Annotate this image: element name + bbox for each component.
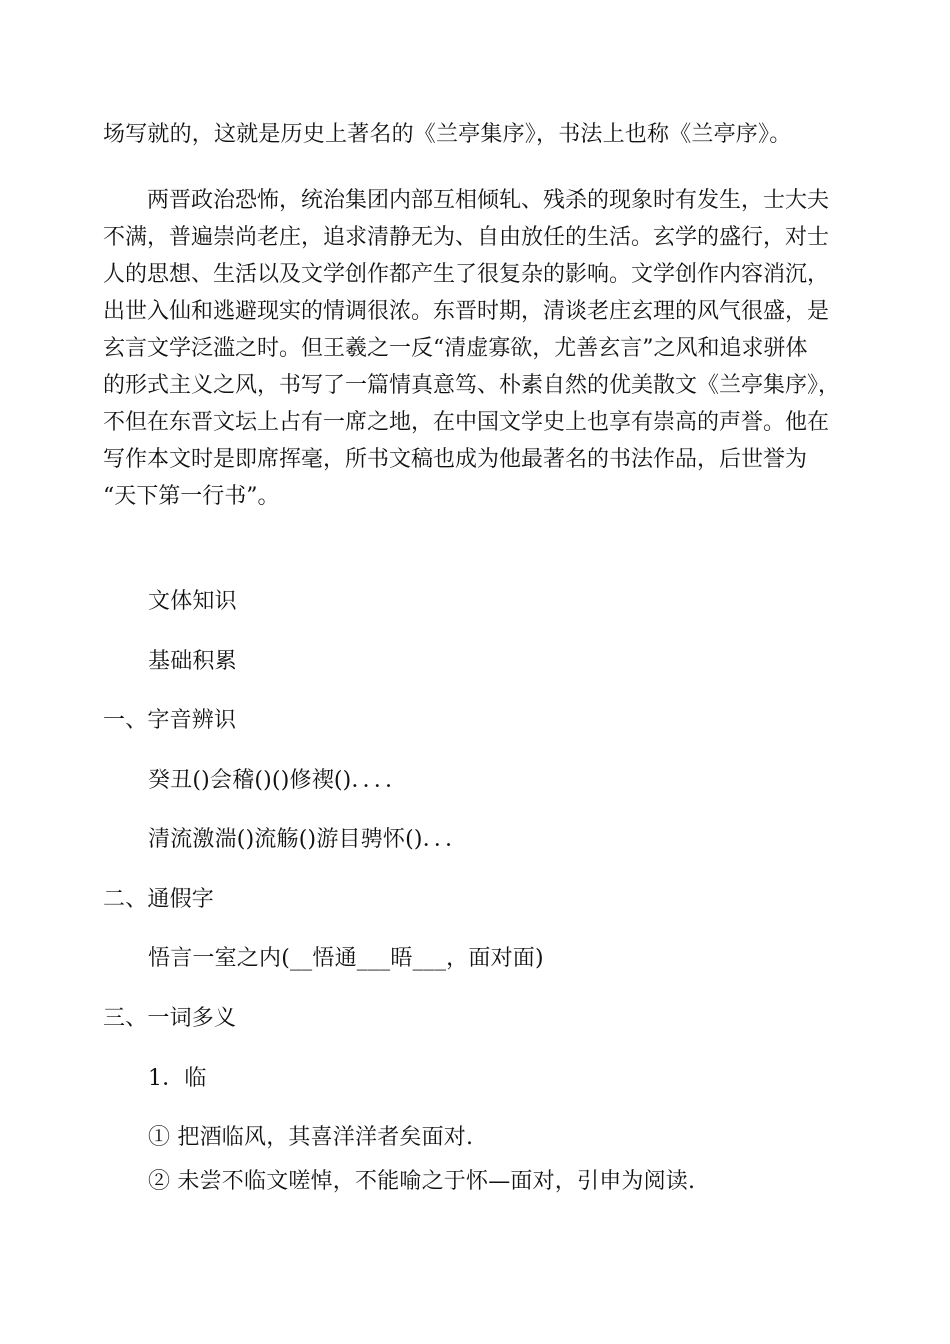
paragraph-line: 两晋政治恐怖，统治集团内部互相倾轧、残杀的现象时有发生，士大夫 [103,188,830,213]
paragraph-line: “天下第一行书”。 [103,484,280,509]
paragraph-line: 出世入仙和逃避现实的情调很浓。东晋时期，清谈老庄玄理的风气很盛，是 [103,299,830,324]
pronunciation-line-1: 癸丑()会稽()()修禊()．．．． [148,768,408,793]
heading-basic-accumulation: 基础积累 [148,649,237,674]
pronunciation-line-2: 清流激湍()流觞()游目骋怀()．．． [148,827,468,852]
polysemy-sense-2: ② 未尝不临文嗟悼，不能喻之于怀—面对，引申为阅读. [148,1169,696,1194]
continuation-line: 场写就的，这就是历史上著名的《兰亭集序》，书法上也称《兰亭序》。 [103,122,792,147]
section-pronunciation-title: 一、字音辨识 [103,708,237,733]
heading-genre-knowledge: 文体知识 [148,589,237,614]
paragraph-line: 玄言文学泛滥之时。但王羲之一反“清虚寡欲，尤善玄言”之风和追求骈体 [103,336,808,361]
paragraph-line: 不但在东晋文坛上占有一席之地，在中国文学史上也享有崇高的声誉。他在 [103,410,830,435]
loan-character-line: 悟言一室之内(__悟通___晤___，面对面) [148,946,544,971]
paragraph-line: 的形式主义之风，书写了一篇情真意笃、朴素自然的优美散文《兰亭集序》， [103,373,841,398]
section-loan-character-title: 二、通假字 [103,887,215,912]
paragraph-line: 人的思想、生活以及文学创作都产生了很复杂的影响。文学创作内容消沉， [103,262,830,287]
section-polysemy-title: 三、一词多义 [103,1006,237,1031]
polysemy-sense-1: ① 把酒临风，其喜洋洋者矣面对. [148,1125,474,1150]
paragraph-line: 不满，普遍崇尚老庄，追求清静无为、自由放任的生活。玄学的盛行，对士 [103,225,830,250]
polysemy-item-lin: 1．临 [148,1066,207,1091]
paragraph-line: 写作本文时是即席挥毫，所书文稿也成为他最著名的书法作品，后世誉为 [103,447,808,472]
background-paragraph [103,182,863,515]
